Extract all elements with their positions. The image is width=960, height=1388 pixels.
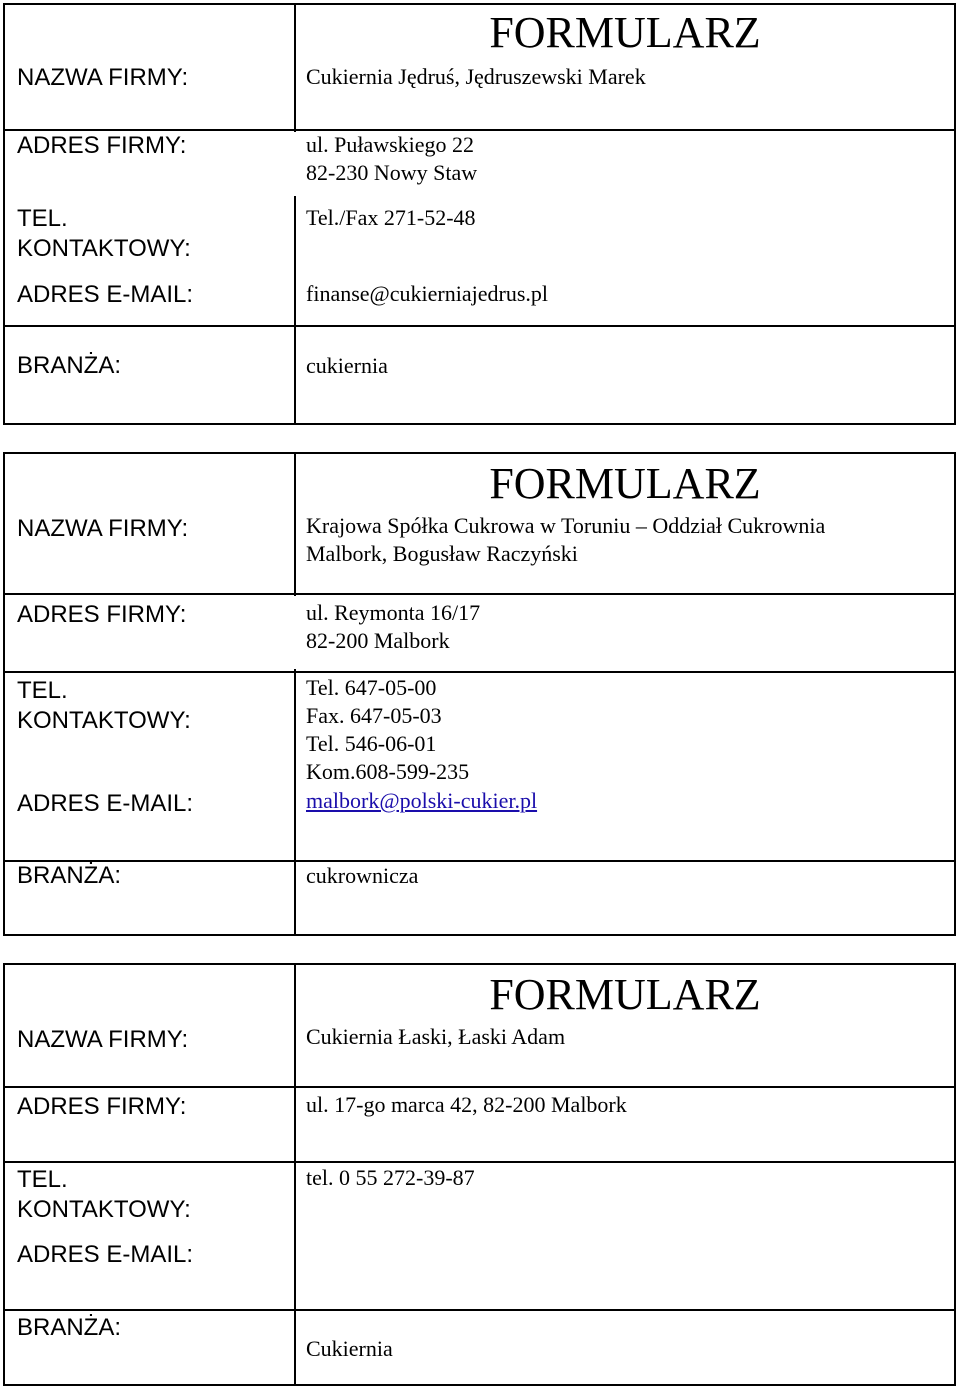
company-address-value: ul. Reymonta 16/17 82-200 Malbork bbox=[306, 600, 481, 653]
form-title: FORMULARZ bbox=[489, 459, 761, 508]
row-divider bbox=[5, 593, 954, 595]
contact-phone-value: Tel. 647-05-00 Fax. 647-05-03 Tel. 546-06-01 Kom.608-599-235 bbox=[306, 675, 470, 784]
row-divider bbox=[5, 1161, 954, 1163]
industry-value: cukiernia bbox=[306, 353, 388, 378]
contact-phone-value: tel. 0 55 272-39-87 bbox=[306, 1165, 475, 1190]
industry-label: BRANŻA: bbox=[17, 352, 122, 379]
form-title: FORMULARZ bbox=[489, 970, 761, 1019]
industry-value: cukrownicza bbox=[306, 863, 419, 888]
contact-phone-label: TEL. KONTAKTOWY: bbox=[17, 677, 191, 734]
email-label: ADRES E-MAIL: bbox=[17, 790, 194, 817]
row-divider bbox=[5, 325, 954, 327]
column-divider bbox=[294, 965, 296, 1386]
company-name-value: Krajowa Spółka Cukrowa w Toruniu – Oddział Cukrownia Malbork, Bogusław Raczyński bbox=[306, 513, 826, 566]
email-label: ADRES E-MAIL: bbox=[17, 281, 194, 308]
industry-value: Cukiernia bbox=[306, 1336, 393, 1361]
row-divider bbox=[5, 671, 954, 673]
email-value: finanse@cukierniajedrus.pl bbox=[306, 281, 549, 306]
industry-label: BRANŻA: bbox=[17, 862, 122, 889]
contact-phone-label: TEL. KONTAKTOWY: bbox=[17, 1166, 191, 1223]
company-name-value: Cukiernia Jędruś, Jędruszewski Marek bbox=[306, 64, 646, 89]
row-divider bbox=[5, 1086, 954, 1088]
company-address-label: ADRES FIRMY: bbox=[17, 1093, 187, 1120]
form-1 bbox=[3, 3, 956, 425]
company-name-label: NAZWA FIRMY: bbox=[17, 515, 189, 542]
company-name-value: Cukiernia Łaski, Łaski Adam bbox=[306, 1024, 566, 1049]
industry-label: BRANŻA: bbox=[17, 1314, 122, 1341]
column-divider bbox=[294, 669, 296, 936]
company-address-label: ADRES FIRMY: bbox=[17, 601, 187, 628]
form-title: FORMULARZ bbox=[489, 8, 761, 57]
company-address-value: ul. 17-go marca 42, 82-200 Malbork bbox=[306, 1092, 627, 1117]
row-divider bbox=[5, 1309, 954, 1311]
email-label: ADRES E-MAIL: bbox=[17, 1241, 194, 1268]
row-divider bbox=[5, 860, 954, 862]
company-address-value: ul. Puławskiego 22 82-230 Nowy Staw bbox=[306, 132, 478, 185]
email-link[interactable]: malbork@polski-cukier.pl bbox=[306, 788, 538, 813]
contact-phone-label: TEL. KONTAKTOWY: bbox=[17, 205, 191, 262]
company-name-label: NAZWA FIRMY: bbox=[17, 1026, 189, 1053]
form-3 bbox=[3, 963, 956, 1386]
column-divider bbox=[294, 196, 296, 425]
contact-phone-value: Tel./Fax 271-52-48 bbox=[306, 205, 476, 230]
company-address-label: ADRES FIRMY: bbox=[17, 132, 187, 159]
form-2 bbox=[3, 452, 956, 936]
company-name-label: NAZWA FIRMY: bbox=[17, 64, 189, 91]
